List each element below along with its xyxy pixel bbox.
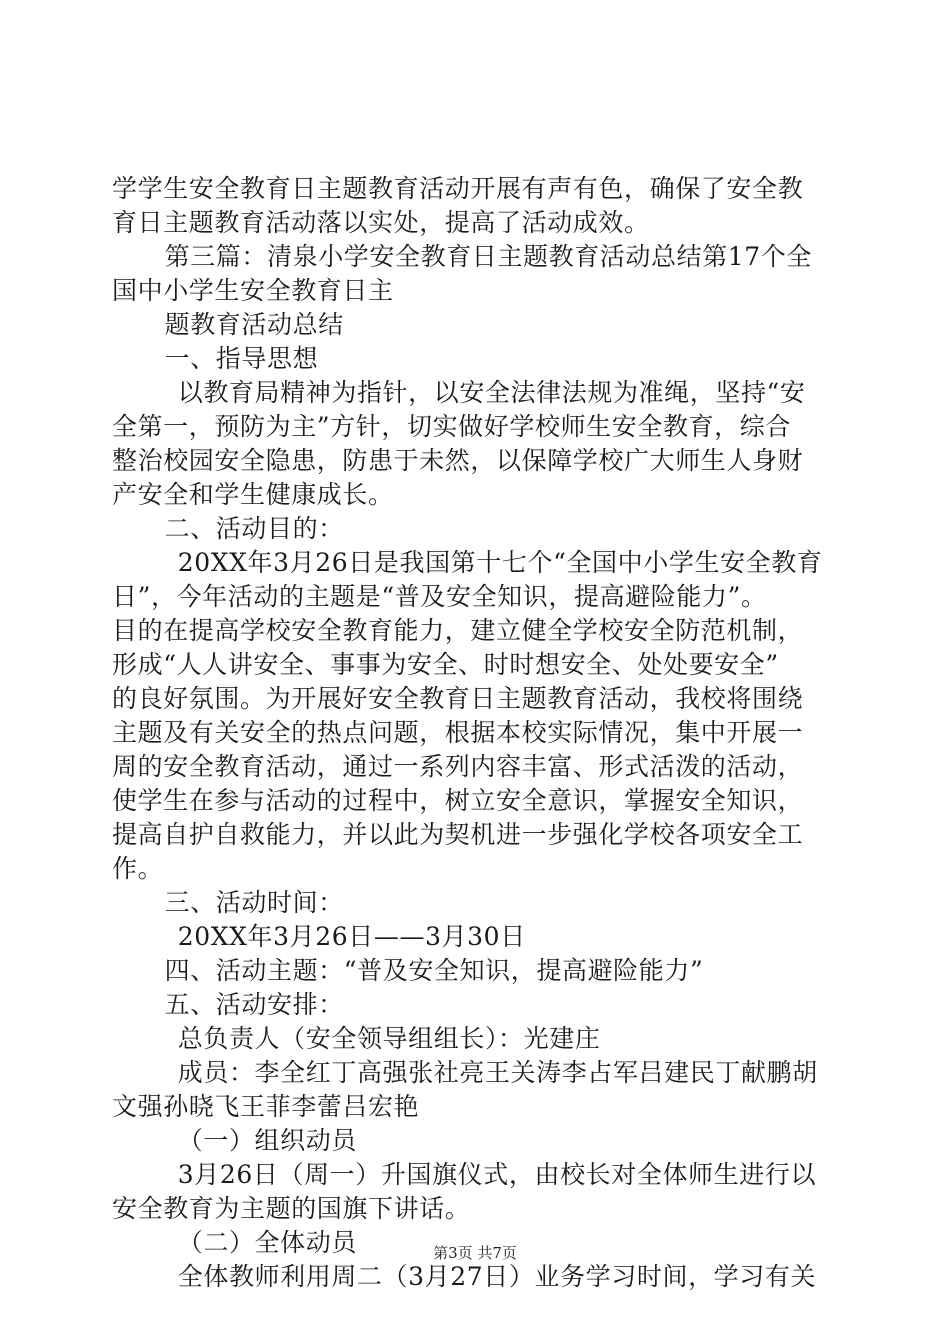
document-body	[112, 172, 837, 1294]
text-line: 第三篇：清泉小学安全教育日主题教育活动总结第17个全	[164, 242, 813, 271]
text-line: 周的安全教育活动，通过一系列内容丰富、形式活泼的活动，	[112, 752, 804, 781]
text-line: 3月26日（周一）升国旗仪式，由校长对全体师生进行以	[177, 1160, 817, 1189]
text-line: 产安全和学生健康成长。	[112, 480, 394, 509]
text-line: 四、活动主题：“普及安全知识，提高避险能力”	[164, 956, 704, 985]
text-line: 成员：李全红丁高强张社亮王关涛李占军吕建民丁献鹏胡	[177, 1058, 818, 1087]
text-line: 使学生在参与活动的过程中，树立安全意识，掌握安全知识，	[112, 786, 804, 815]
text-line: 一、指导思想	[164, 344, 319, 373]
text-line: 国中小学生安全教育日主	[112, 276, 394, 305]
text-line: 育日主题教育活动落以实处，提高了活动成效。	[112, 208, 650, 237]
text-line: 主题及有关安全的热点问题，根据本校实际情况，集中开展一	[112, 718, 804, 747]
text-line: 的良好氛围。为开展好安全教育日主题教育活动，我校将围绕	[112, 684, 804, 713]
text-line: 二、活动目的：	[164, 514, 344, 543]
text-line: （二）全体动员	[177, 1228, 357, 1257]
text-line: 学学生安全教育日主题教育活动开展有声有色，确保了安全教	[112, 174, 804, 203]
text-line: （一）组织动员	[177, 1126, 357, 1155]
text-line: 五、活动安排：	[164, 990, 344, 1019]
text-line: 安全教育为主题的国旗下讲话。	[112, 1194, 471, 1223]
text-line: 日”，今年活动的主题是“普及安全知识，提高避险能力”。	[112, 582, 767, 611]
text-line: 形成“人人讲安全、事事为安全、时时想安全、处处要安全”	[112, 650, 779, 679]
text-line: 题教育活动总结	[164, 310, 344, 339]
page-footer: 第3页 共7页	[433, 1244, 517, 1262]
text-line: 三、活动时间：	[164, 888, 344, 917]
text-line: 以教育局精神为指针，以安全法律法规为准绳，坚持“安	[177, 378, 806, 407]
text-line: 全体教师利用周二（3月27日）业务学习时间，学习有关	[177, 1262, 817, 1291]
text-line: 提高自护自救能力，并以此为契机进一步强化学校各项安全工	[112, 820, 804, 849]
text-line: 20XX年3月26日是我国第十七个“全国中小学生安全教育	[177, 548, 823, 577]
text-line: 整治校园安全隐患，防患于未然，以保障学校广大师生人身财	[112, 446, 804, 475]
text-line: 文强孙晓飞王菲李蕾吕宏艳	[112, 1092, 420, 1121]
text-line: 20XX年3月26日——3月30日	[177, 922, 526, 951]
text-line: 目的在提高学校安全教育能力，建立健全学校安全防范机制，	[112, 616, 804, 645]
text-line: 作。	[112, 854, 164, 883]
text-line: 全第一，预防为主”方针，切实做好学校师生安全教育，综合	[112, 412, 791, 441]
text-line: 总负责人（安全领导组组长）：光建庄	[177, 1024, 601, 1053]
